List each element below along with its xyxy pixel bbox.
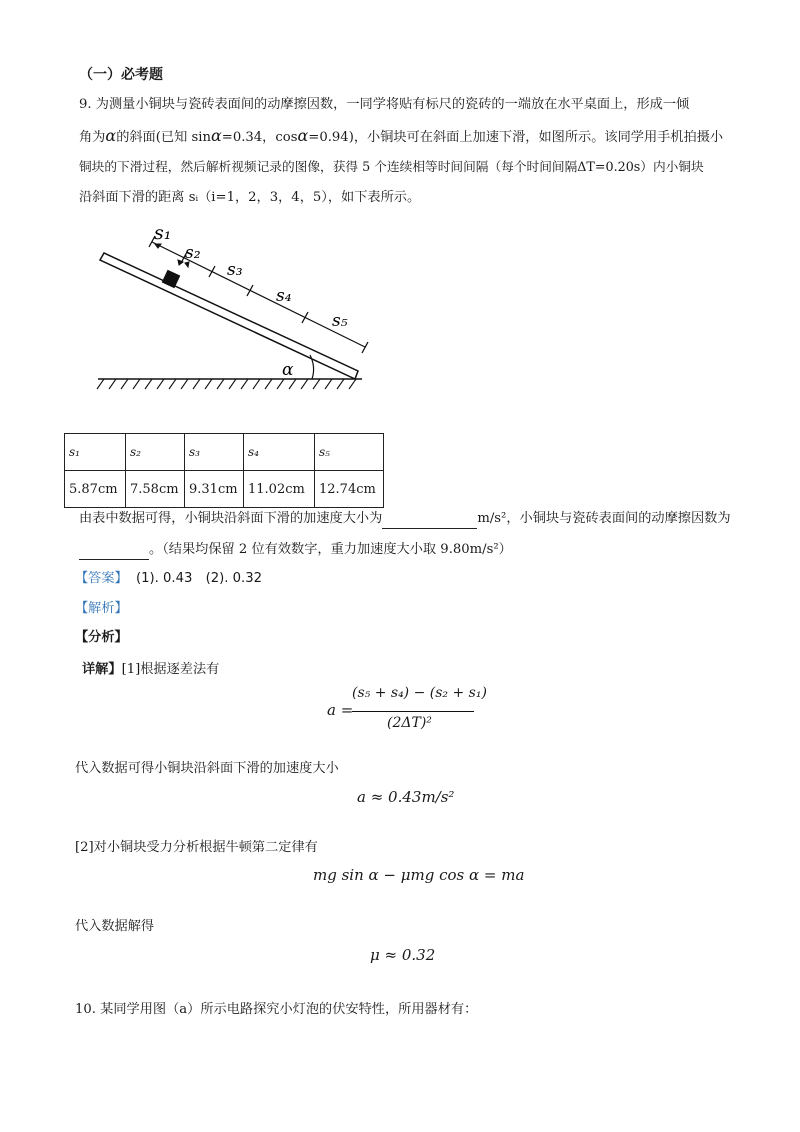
table-cell: 12.74cm [315, 471, 384, 508]
detail-text-1: [1]根据逐差法有 [121, 662, 220, 677]
answer-blank-1[interactable] [382, 510, 477, 529]
s5-label: s₅ [332, 311, 348, 331]
table-header-cell: s₂ [126, 434, 185, 471]
eq1-lhs: a = [327, 701, 354, 719]
answer-blank-2[interactable] [79, 541, 149, 560]
equation-difference-method [327, 683, 487, 743]
question-text-b: ，小铜块与瓷砖表面间的动摩擦因数为 [506, 511, 731, 526]
q9-line-2-a: 角为 [79, 130, 106, 145]
q9-line-4: 沿斜面下滑的距离 sᵢ（i=1，2，3，4，5），如下表所示。 [79, 190, 421, 205]
table-cell: 5.87cm [65, 471, 126, 508]
table-header-cell: s₁ [65, 434, 126, 471]
angle-label: α [282, 360, 294, 380]
section-heading: （一）必考题 [79, 67, 163, 83]
q9-line-1: 9. 为测量小铜块与瓷砖表面间的动摩擦因数，一同学将贴有标尺的瓷砖的一端放在水平桌面上，形成一倾 [79, 97, 690, 112]
s2-label: s₂ [185, 243, 201, 263]
table-header-cell: s₅ [315, 434, 384, 471]
answer-label: 【答案】 [75, 571, 128, 586]
q10-line-1: 10. 某同学用图（a）所示电路探究小灯泡的伏安特性，所用器材有： [75, 1002, 478, 1017]
question-unit: m/s² [477, 511, 507, 526]
alpha-symbol: α [297, 126, 309, 145]
alpha-symbol: α [105, 126, 117, 145]
table-row [65, 471, 384, 508]
q9-line-2-d: =0.94)，小铜块可在斜面上加速下滑，如图所示。该同学用手机拍摄小 [308, 130, 724, 145]
q9-line-2 [79, 127, 723, 147]
answer-line [75, 570, 262, 588]
question-line-2 [79, 541, 512, 560]
ground-hatch [97, 379, 356, 389]
question-text-c: 。（结果均保留 2 位有效数字，重力加速度大小取 9.80m/s²） [149, 542, 512, 557]
alpha-symbol: α [210, 126, 222, 145]
q9-line-2-c: =0.34，cos [221, 130, 298, 145]
table-header-cell: s₃ [185, 434, 244, 471]
incline-diagram [60, 215, 380, 395]
equation-newton: mg sin α − μmg cos α = ma [313, 866, 525, 884]
measure-arrows [155, 244, 189, 267]
eq1-numerator: (s₅ + s₄) − (s₂ + s₁) [352, 685, 487, 701]
detail-line-1 [82, 661, 219, 679]
detail-line-3: [2]对小铜块受力分析根据牛顿第二定律有 [75, 840, 318, 855]
fenxi-label: 【分析】 [75, 630, 128, 645]
analysis-label: 【解析】 [75, 601, 128, 616]
detail-line-2: 代入数据可得小铜块沿斜面下滑的加速度大小 [75, 761, 339, 776]
s1-label: s₁ [154, 222, 172, 244]
table-cell: 7.58cm [126, 471, 185, 508]
eq1-denominator: (2ΔT)² [387, 715, 432, 731]
table-header-cell: s₄ [244, 434, 315, 471]
question-line-1 [79, 510, 731, 529]
equation-acceleration: a ≈ 0.43m/s² [357, 788, 455, 806]
question-text-a: 由表中数据可得，小铜块沿斜面下滑的加速度大小为 [79, 511, 383, 526]
q9-line-2-b: 的斜面(已知 sin [116, 130, 211, 145]
equation-mu: μ ≈ 0.32 [370, 946, 436, 964]
fraction-bar [352, 711, 474, 712]
detail-line-4: 代入数据解得 [75, 919, 155, 934]
s4-label: s₄ [276, 286, 292, 306]
table-cell: 11.02cm [244, 471, 315, 508]
detail-label: 详解】 [82, 662, 122, 677]
table-cell: 9.31cm [185, 471, 244, 508]
q9-line-3: 铜块的下滑过程，然后解析视频记录的图像，获得 5 个连续相等时间间隔（每个时间间隔ΔT=0.20s）内小铜块 [79, 159, 704, 174]
table-header-row [65, 434, 384, 471]
answer-text: (1). 0.43 (2). 0.32 [135, 571, 262, 586]
distance-table [64, 433, 384, 508]
s3-label: s₃ [227, 260, 243, 280]
